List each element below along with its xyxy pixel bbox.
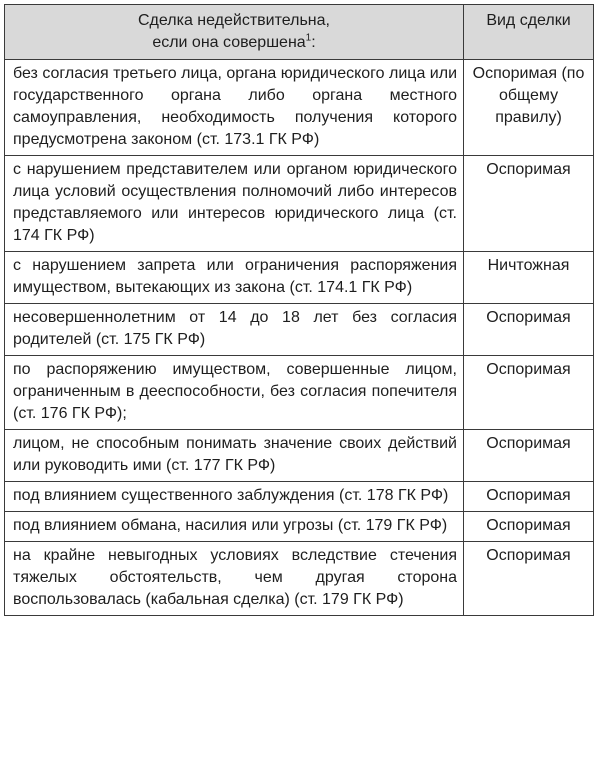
condition-cell: лицом, не способным понимать значение своих действий или руководить ими (ст. 177 ГК РФ) <box>5 430 464 482</box>
condition-cell: под влиянием обмана, насилия или угрозы (ст. 179 ГК РФ) <box>5 512 464 542</box>
kind-cell: Оспоримая <box>464 542 594 616</box>
table-row <box>5 512 594 542</box>
footnote-mark: 1 <box>305 32 312 44</box>
kind-cell: Оспоримая <box>464 304 594 356</box>
table-row <box>5 252 594 304</box>
condition-cell: на крайне невыгодных условиях вследствие стечения тяжелых обстоятельств, чем другая сторона воспользовалась (кабальная сделка) (ст. 179 ГК РФ) <box>5 542 464 616</box>
kind-cell: Оспоримая <box>464 156 594 252</box>
condition-cell: с нарушением запрета или ограничения распоряжения имуществом, вытекающих из закона (ст. 174.1 ГК РФ) <box>5 252 464 304</box>
header-condition <box>5 5 464 60</box>
kind-cell: Оспоримая (по общему правилу) <box>464 60 594 156</box>
header-condition-line2: если она совершена <box>152 34 306 51</box>
header-condition-line1: Сделка недействительна, <box>138 12 330 29</box>
header-kind: Вид сделки <box>464 5 594 60</box>
table-row <box>5 60 594 156</box>
kind-cell: Оспоримая <box>464 482 594 512</box>
table-row <box>5 304 594 356</box>
condition-cell: без согласия третьего лица, органа юридического лица или государственного органа либо органа местного самоуправления, необходимость получения которого предусмотрена законом (ст. 173.1 ГК РФ) <box>5 60 464 156</box>
invalid-transactions-table <box>4 4 594 616</box>
table-row <box>5 356 594 430</box>
header-condition-suffix: : <box>311 34 316 51</box>
kind-cell: Оспоримая <box>464 430 594 482</box>
table-row <box>5 482 594 512</box>
kind-cell: Ничтожная <box>464 252 594 304</box>
condition-cell: под влиянием существенного заблуждения (ст. 178 ГК РФ) <box>5 482 464 512</box>
table-header-row <box>5 5 594 60</box>
table-row <box>5 156 594 252</box>
table-row <box>5 542 594 616</box>
condition-cell: по распоряжению имуществом, совершенные лицом, ограниченным в дееспособности, без согласия попечителя (ст. 176 ГК РФ); <box>5 356 464 430</box>
kind-cell: Оспоримая <box>464 356 594 430</box>
condition-cell: с нарушением представителем или органом юридического лица условий осуществления полномочий либо интересов представляемого или интересов юридического лица (ст. 174 ГК РФ) <box>5 156 464 252</box>
kind-cell: Оспоримая <box>464 512 594 542</box>
condition-cell: несовершеннолетним от 14 до 18 лет без согласия родителей (ст. 175 ГК РФ) <box>5 304 464 356</box>
table-row <box>5 430 594 482</box>
